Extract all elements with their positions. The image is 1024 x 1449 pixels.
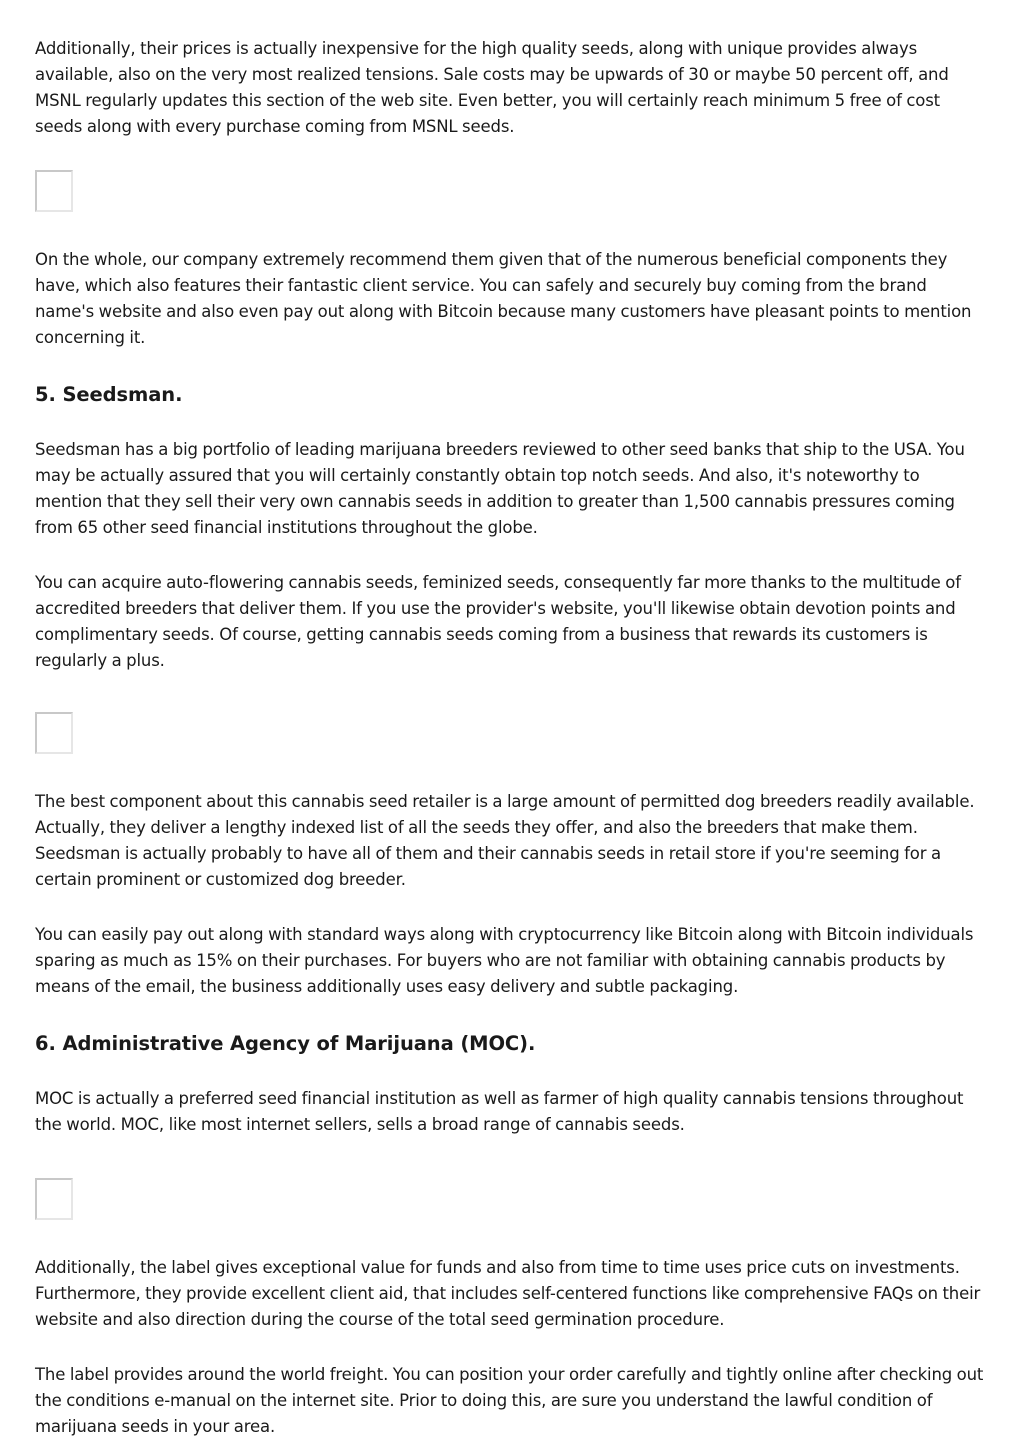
broken-image-icon [35,1178,73,1220]
paragraph-seedsman-breeders: The best component about this cannabis seed retailer is a large amount of permitted dog breeders readily available. Actually, they deliver a lengthy indexed list of all the seeds they offer, and also the breeders that make them. Seedsman is actually probably to have all of them and their cannabis seeds in retail store if you're seeming for a certain prominent or customized dog breeder. [35,792,975,889]
broken-image-icon [35,712,73,754]
heading-moc: 6. Administrative Agency of Marijuana (MOC). [35,1032,536,1055]
paragraph-seedsman-portfolio: Seedsman has a big portfolio of leading marijuana breeders reviewed to other seed banks that ship to the USA. You may be actually assured that you will certainly constantly obtain top notch seeds. And also, it's noteworthy to mention that they sell their very own cannabis seeds in addition to greater than 1,500 cannabis pressures coming from 65 other seed financial institutions throughout the globe. [35,440,965,537]
paragraph-moc-freight: The label provides around the world freight. You can position your order carefully and tightly online after checking out the conditions e-manual on the internet site. Prior to doing this, are sure you understand the lawful condition of marijuana seeds in your area. [35,1365,984,1436]
paragraph-seedsman-autoflowering: You can acquire auto-flowering cannabis seeds, feminized seeds, consequently far more thanks to the multitude of accredited breeders that deliver them. If you use the provider's website, you'll likewise obtain devotion points and complimentary seeds. Of course, getting cannabis seeds coming from a business that rewards its customers is regularly a plus. [35,573,961,670]
paragraph-seedsman-payment: You can easily pay out along with standard ways along with cryptocurrency like Bitcoin along with Bitcoin individuals sparing as much as 15% on their purchases. For buyers who are not familiar with obtaining cannabis products by means of the email, the business additionally uses easy delivery and subtle packaging. [35,925,974,996]
paragraph-msnl-prices: Additionally, their prices is actually inexpensive for the high quality seeds, along with unique provides always available, also on the very most realized tensions. Sale costs may be upwards of 30 or maybe 50 percent off, and MSNL regularly updates this section of the web site. Even better, you will certainly reach minimum 5 free of cost seeds along with every purchase coming from MSNL seeds. [35,39,949,136]
broken-image-icon [35,170,73,212]
paragraph-moc-intro: MOC is actually a preferred seed financial institution as well as farmer of high quality cannabis tensions throughout the world. MOC, like most internet sellers, sells a broad range of cannabis seeds. [35,1089,964,1134]
paragraph-moc-value: Additionally, the label gives exceptional value for funds and also from time to time uses price cuts on investments. Furthermore, they provide excellent client aid, that includes self-centered functions like comprehensive FAQs on their website and also direction during the course of the total seed germination procedure. [35,1258,981,1329]
heading-seedsman: 5. Seedsman. [35,383,183,406]
paragraph-msnl-recommendation: On the whole, our company extremely recommend them given that of the numerous beneficial components they have, which also features their fantastic client service. You can safely and securely buy coming from the brand name's website and also even pay out along with Bitcoin because many customers have pleasant points to mention concerning it. [35,250,972,347]
